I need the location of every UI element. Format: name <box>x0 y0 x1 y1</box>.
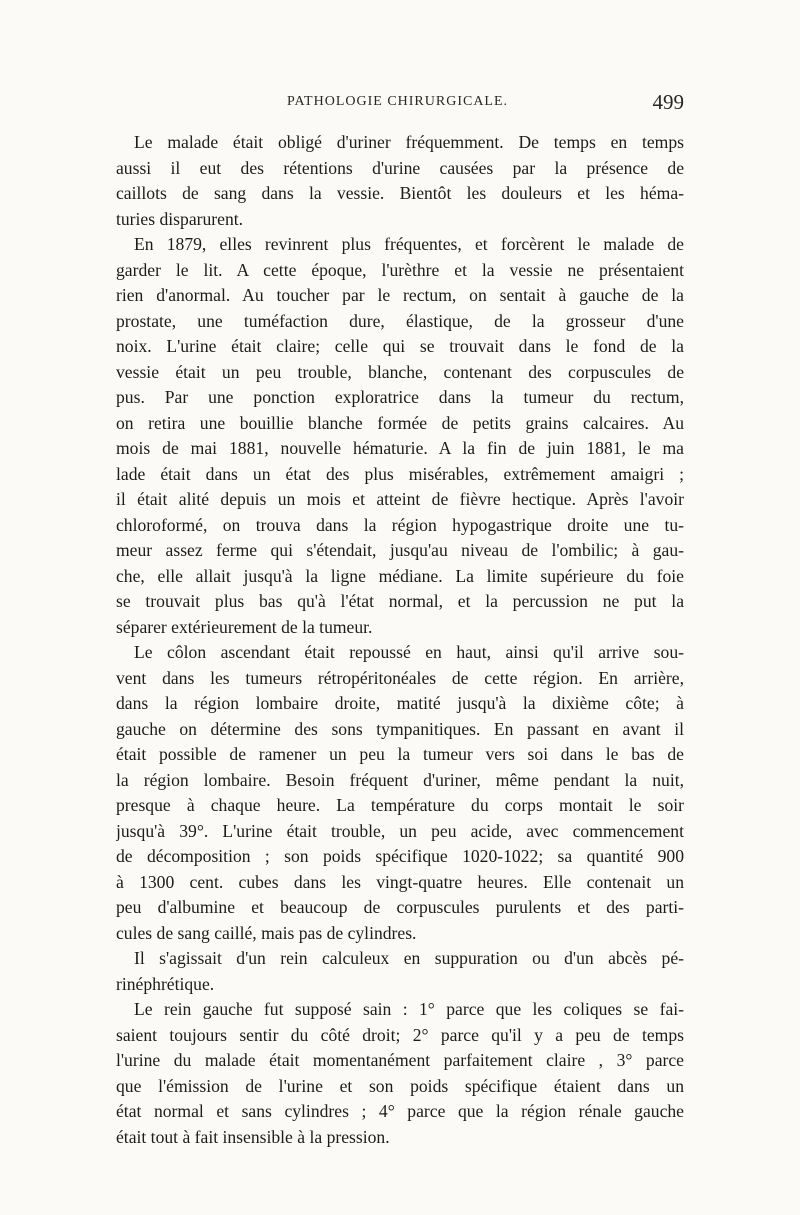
text-line: prostate, une tuméfaction dure, élastique, de la grosseur d'une <box>116 310 684 331</box>
paragraph-3 <box>116 640 684 946</box>
text-line: mois de mai 1881, nouvelle hématurie. A la fin de juin 1881, le ma <box>116 438 684 458</box>
text-line: cules de sang caillé, mais pas de cylindres. <box>116 922 417 943</box>
paragraph-4 <box>116 946 684 997</box>
text-line: état normal et sans cylindres ; 4° parce que la région rénale gauche <box>116 1101 684 1121</box>
paragraph-2 <box>116 232 684 640</box>
text-line: on retira une bouillie blanche formée de petits grains calcaires. Au <box>116 412 684 433</box>
text-line: pus. Par une ponction exploratrice dans la tumeur du rectum, <box>116 387 684 407</box>
text-line: rinéphrétique. <box>116 973 215 994</box>
text-line: jusqu'à 39°. L'urine était trouble, un peu acide, avec commencement <box>116 820 684 841</box>
running-title: PATHOLOGIE CHIRURGICALE. <box>287 94 509 109</box>
text-line: vent dans les tumeurs rétropéritonéales de cette région. En arrière, <box>116 667 684 688</box>
text-line: turies disparurent. <box>116 208 244 229</box>
text-line: peu d'albumine et beaucoup de corpuscules purulents et des parti- <box>116 897 684 917</box>
text-line: che, elle allait jusqu'à la ligne médiane. La limite supérieure du foie <box>116 565 684 586</box>
text-line: la région lombaire. Besoin fréquent d'uriner, même pendant la nuit, <box>116 769 684 790</box>
text-line: l'urine du malade était momentanément parfaitement claire , 3° parce <box>116 1050 684 1070</box>
text-line: caillots de sang dans la vessie. Bientôt les douleurs et les héma- <box>116 183 684 203</box>
text-line: Il s'agissait d'un rein calculeux en suppuration ou d'un abcès pé- <box>134 948 684 968</box>
text-line: que l'émission de l'urine et son poids spécifique étaient dans un <box>116 1075 684 1096</box>
text-line: était possible de ramener un peu la tumeur vers soi dans le bas de <box>116 744 684 764</box>
text-line: était tout à fait insensible à la pression. <box>116 1126 390 1147</box>
text-line: lade était dans un état des plus misérables, extrêmement amaigri ; <box>116 463 684 484</box>
text-line: aussi il eut des rétentions d'urine causées par la présence de <box>116 157 684 178</box>
text-line: il était alité depuis un mois et atteint de fièvre hectique. Après l'avoir <box>116 489 684 509</box>
text-line: vessie était un peu trouble, blanche, contenant des corpuscules de <box>116 361 684 382</box>
text-line: En 1879, elles revinrent plus fréquentes, et forcèrent le malade de <box>134 234 684 254</box>
text-line: noix. L'urine était claire; celle qui se trouvait dans le fond de la <box>116 336 684 356</box>
page-header <box>116 92 684 116</box>
text-line: Le malade était obligé d'uriner fréquemment. De temps en temps <box>134 132 684 152</box>
text-line: se trouvait plus bas qu'à l'état normal, et la percussion ne put la <box>116 591 684 611</box>
paragraph-1 <box>116 130 684 232</box>
text-line: dans la région lombaire droite, matité jusqu'à la dixième côte; à <box>116 693 684 713</box>
body-text <box>116 130 684 1150</box>
text-line: presque à chaque heure. La température du corps montait le soir <box>116 795 684 815</box>
text-line: chloroformé, on trouva dans la région hypogastrique droite une tu- <box>116 514 684 535</box>
text-line: meur assez ferme qui s'étendait, jusqu'au niveau de l'ombilic; à gau- <box>116 540 684 560</box>
text-line: garder le lit. A cette époque, l'urèthre et la vessie ne présentaient <box>116 259 684 280</box>
text-line: Le rein gauche fut supposé sain : 1° parce que les coliques se fai- <box>134 999 684 1019</box>
text-line: Le côlon ascendant était repoussé en haut, ainsi qu'il arrive sou- <box>134 642 684 662</box>
text-line: saient toujours sentir du côté droit; 2° parce qu'il y a peu de temps <box>116 1024 684 1045</box>
paragraph-5 <box>116 997 684 1150</box>
text-line: gauche on détermine des sons tympanitiques. En passant en avant il <box>116 718 684 739</box>
text-line: séparer extérieurement de la tumeur. <box>116 616 373 637</box>
text-line: rien d'anormal. Au toucher par le rectum, on sentait à gauche de la <box>116 285 684 305</box>
text-line: à 1300 cent. cubes dans les vingt-quatre heures. Elle contenait un <box>116 871 684 892</box>
text-line: de décomposition ; son poids spécifique 1020-1022; sa quantité 900 <box>116 846 684 866</box>
page-number: 499 <box>652 90 684 114</box>
